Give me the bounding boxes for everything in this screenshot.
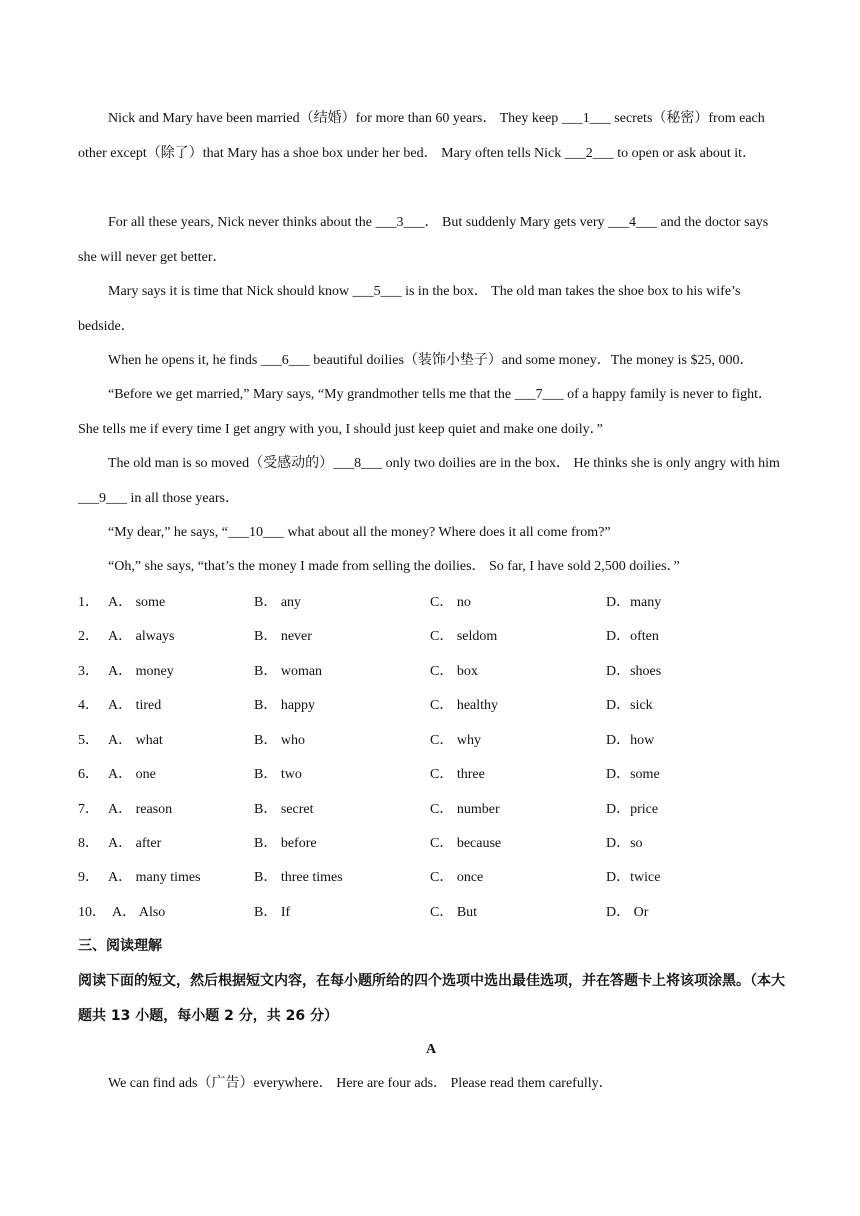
option-a: A． one bbox=[108, 767, 156, 782]
section-heading: 三、阅读理解 bbox=[78, 938, 162, 954]
question-number: 1． bbox=[78, 595, 99, 610]
option-d: D． Or bbox=[606, 905, 649, 920]
question-row bbox=[78, 660, 784, 684]
option-d: D．how bbox=[606, 733, 655, 748]
option-d: D．often bbox=[606, 629, 659, 644]
question-row bbox=[78, 694, 784, 718]
option-c: C． healthy bbox=[430, 698, 499, 713]
option-b: B． before bbox=[254, 836, 317, 851]
question-number: 3． bbox=[78, 664, 99, 679]
passage-paragraph: “Before we get married,” Mary says, “My grandmother tells me that the ___7___ of a happy family is never to fight． She tells me if every time I get angry with you, I should just keep quiet and make one doily．” bbox=[78, 387, 773, 437]
option-b: B． If bbox=[254, 905, 291, 920]
option-a: A． what bbox=[108, 733, 163, 748]
part-label: A bbox=[425, 1042, 437, 1057]
option-c: C． number bbox=[430, 802, 500, 817]
option-c: C． because bbox=[430, 836, 502, 851]
intro-paragraph: We can find ads（广告）everywhere． Here are four ads． Please read them carefully． bbox=[108, 1076, 613, 1091]
option-a: A． always bbox=[108, 629, 175, 644]
option-a: A． Also bbox=[112, 905, 166, 920]
option-c: C． But bbox=[430, 905, 478, 920]
option-a: A． reason bbox=[108, 802, 173, 817]
question-row bbox=[78, 625, 784, 649]
question-number: 10． bbox=[78, 905, 106, 920]
option-b: B． three times bbox=[254, 870, 343, 885]
option-d: D．price bbox=[606, 802, 659, 817]
question-number: 9． bbox=[78, 870, 99, 885]
passage-paragraph: “Oh,” she says, “that’s the money I made from selling the doilies． So far, I have sold 2,500 doilies．” bbox=[108, 559, 680, 574]
option-d: D．some bbox=[606, 767, 660, 782]
question-number: 7． bbox=[78, 802, 99, 817]
option-a: A． many times bbox=[108, 870, 201, 885]
passage-paragraph: The old man is so moved（受感动的）___8___ only two doilies are in the box． He thinks she is only angry with him ___9___ in all those years． bbox=[78, 456, 780, 506]
section-instruction: 阅读下面的短文，然后根据短文内容，在每小题所给的四个选项中选出最佳选项，并在答题卡上将该项涂黑。（本大题共 13 小题，每小题 2 分，共 26 分） bbox=[78, 973, 785, 1024]
question-row bbox=[78, 729, 784, 753]
question-number: 2． bbox=[78, 629, 99, 644]
option-a: A． tired bbox=[108, 698, 162, 713]
option-d: D．so bbox=[606, 836, 643, 851]
option-a: A． some bbox=[108, 595, 166, 610]
option-d: D．sick bbox=[606, 698, 653, 713]
option-c: C． no bbox=[430, 595, 471, 610]
passage-paragraph: For all these years, Nick never thinks about the ___3___． But suddenly Mary gets very ___4___ and the doctor says she will never get better． bbox=[78, 215, 769, 265]
question-row bbox=[78, 832, 784, 856]
question-row bbox=[78, 866, 784, 890]
passage-paragraph: Nick and Mary have been married（结婚）for more than 60 years． They keep ___1___ secrets（秘密）from each other except（除了）that Mary has a shoe box under her bed． Mary often tells Nick ___2___ to open or ask about it． bbox=[78, 111, 765, 161]
option-a: A． after bbox=[108, 836, 162, 851]
option-b: B． secret bbox=[254, 802, 314, 817]
option-c: C． box bbox=[430, 664, 478, 679]
question-number: 6． bbox=[78, 767, 99, 782]
option-a: A． money bbox=[108, 664, 174, 679]
option-b: B． happy bbox=[254, 698, 316, 713]
option-b: B． never bbox=[254, 629, 312, 644]
question-row bbox=[78, 763, 784, 787]
option-c: C． once bbox=[430, 870, 484, 885]
question-number: 4． bbox=[78, 698, 99, 713]
option-b: B． who bbox=[254, 733, 305, 748]
question-row bbox=[78, 798, 784, 822]
question-row bbox=[78, 591, 784, 615]
question-number: 5． bbox=[78, 733, 99, 748]
option-b: B． woman bbox=[254, 664, 323, 679]
option-d: D．shoes bbox=[606, 664, 662, 679]
passage-paragraph: “My dear,” he says, “___10___ what about all the money? Where does it all come from?” bbox=[108, 525, 611, 540]
passage-paragraph: Mary says it is time that Nick should know ___5___ is in the box． The old man takes the shoe box to his wife’s bedside． bbox=[78, 284, 741, 334]
option-b: B． two bbox=[254, 767, 302, 782]
passage-paragraph: When he opens it, he finds ___6___ beautiful doilies（装饰小垫子）and some money．The money is $25, 000． bbox=[108, 353, 754, 368]
option-c: C． why bbox=[430, 733, 481, 748]
question-number: 8． bbox=[78, 836, 99, 851]
option-b: B． any bbox=[254, 595, 302, 610]
option-c: C． seldom bbox=[430, 629, 498, 644]
question-row bbox=[78, 901, 784, 925]
option-c: C． three bbox=[430, 767, 485, 782]
option-d: D．many bbox=[606, 595, 662, 610]
option-d: D．twice bbox=[606, 870, 661, 885]
